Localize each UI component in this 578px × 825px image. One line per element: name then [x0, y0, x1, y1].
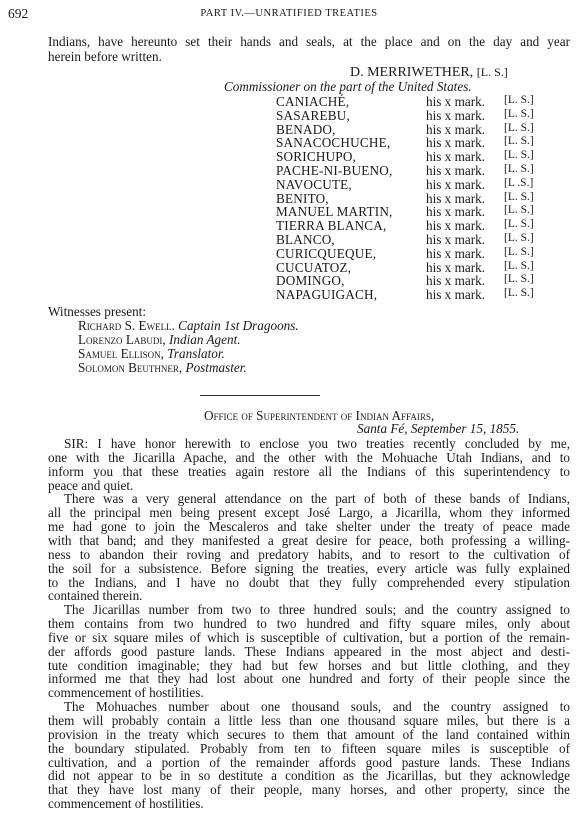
- signatory-name: BENITO,: [276, 190, 329, 206]
- signatory-seal: [L. S.]: [504, 218, 534, 231]
- signatory-name: SANACOCHUCHE,: [276, 135, 391, 151]
- signatory-mark: his x mark.: [426, 135, 485, 151]
- signatory-name: MANUEL MARTIN,: [276, 204, 393, 220]
- closing-line-2: herein before written.: [48, 49, 162, 64]
- signatory-seal: [L. S.]: [504, 149, 534, 162]
- signatory-seal: [L. S.]: [504, 121, 534, 134]
- witness-name: Lorenzo Labudi,: [78, 332, 169, 347]
- signatory-seal: [L. S.]: [504, 135, 534, 148]
- running-head: PART IV.—UNRATIFIED TREATIES: [200, 8, 378, 19]
- witness-name: Solomon Beuthner,: [78, 360, 186, 375]
- signatory-mark: his x mark.: [426, 149, 485, 165]
- signatory-mark: his x mark.: [426, 259, 485, 275]
- witness-row: [78, 360, 247, 376]
- signatory-seal: [L. S.]: [504, 94, 534, 106]
- page-number: 692: [8, 6, 29, 21]
- signatory-name: NAVOCUTE,: [276, 176, 352, 192]
- signatory-name: DOMINGO,: [276, 273, 345, 289]
- signatory-mark: his x mark.: [426, 287, 485, 303]
- commissioner-seal: [L. S.]: [476, 65, 508, 79]
- witnesses-heading: Witnesses present:: [48, 304, 146, 319]
- letter-line: The Mohuaches number about one thousand souls, and the country assigned to: [64, 699, 570, 715]
- commissioner-name: D. MERRIWETHER,: [350, 65, 474, 80]
- letter-line: five or six square miles of which is susceptible of cultivation, but a portion of the remain-: [48, 629, 570, 645]
- letter-line: all the principal men being present except José Largo, a Jicarilla, whom they informed: [48, 505, 570, 521]
- signatory-mark: his x mark.: [426, 176, 485, 192]
- letter-line: SIR: I have honor herewith to enclose you two treaties recently concluded by me,: [64, 436, 570, 451]
- letter-line: the boundary stipulated. Probably from ten to fifteen square miles is susceptible of: [48, 740, 570, 756]
- witness-role: Postmaster.: [185, 360, 247, 375]
- signatory-mark: his x mark.: [426, 232, 485, 247]
- signatory-mark: his x mark.: [426, 245, 485, 261]
- letter-line: provision in the treaty which secures to them that amount of the land contained within: [48, 726, 570, 742]
- signatory-name: PACHE-NI-BUENO,: [276, 163, 393, 178]
- letter-line: There was a very general attendance on the part of both of these bands of Indians,: [64, 491, 570, 507]
- commissioner-title: Commissioner on the part of the United States.: [224, 79, 472, 94]
- letter-line: with that band; and they manifested a great desire for peace, both professing a willing-: [48, 532, 570, 548]
- signatory-name: TIERRA BLANCA,: [276, 218, 387, 234]
- signatory-mark: his x mark.: [426, 218, 485, 234]
- letter-line: informed me that they had lost about one hundred and forty of their people since the: [48, 671, 570, 687]
- signatory-name: SASAREBU,: [276, 107, 350, 123]
- signatory-seal: [L. S.]: [504, 163, 534, 175]
- letter-line: peace and quiet.: [48, 477, 134, 493]
- letter-line: The Jicarillas number from two to three hundred souls; and the country assigned to: [64, 602, 570, 618]
- signatory-mark: his x mark.: [426, 121, 485, 137]
- signatory-seal: [L. S.]: [504, 232, 534, 244]
- signatory-seal: [L. S.]: [504, 287, 534, 300]
- letter-line: commencement of hostilities.: [48, 796, 204, 812]
- letter-line: to the Indians, and I have no doubt that they fully comprehended every stipulation: [48, 574, 570, 590]
- letter-line: tute condition imaginable; they had but few horses and but little clothing, and they: [48, 657, 570, 673]
- signatory-mark: his x mark.: [426, 190, 485, 206]
- signatory-name: CANIACHÉ,: [276, 94, 350, 109]
- letter-line: them contains from two hundred to two hundred and fifty square miles, only about: [48, 616, 570, 632]
- letter-line: contained therein.: [48, 588, 143, 604]
- signatory-mark: his x mark.: [426, 204, 485, 220]
- signatory-name: BENADO,: [276, 121, 336, 137]
- letter-line: that they have lost many of their people, many horses, and other property, since the: [48, 782, 570, 798]
- signatory-name: NAPAGUIGACH,: [276, 287, 378, 303]
- letter-line: me had gone to join the Mescaleros and take shelter under the treaty of peace made: [48, 519, 570, 535]
- witness-role: Captain 1st Dragoons.: [178, 318, 299, 333]
- letter-line: one with the Jicarilla Apache, and the other with the Mohuache Utah Indians, and to: [48, 449, 570, 465]
- signatory-name: SORICHUPO,: [276, 149, 357, 165]
- signatory-mark: his x mark.: [426, 163, 485, 178]
- letter-line: the soil for a subsistence. Before signing the treaties, every article was fully explained: [48, 560, 570, 576]
- letter-office: Office of Superintendent of Indian Affairs,: [204, 408, 435, 423]
- signatory-name: CUCUATOZ,: [276, 259, 352, 275]
- signatory-mark: his x mark.: [426, 94, 485, 109]
- signatory-seal: [L. S.]: [504, 273, 534, 286]
- section-divider: [200, 395, 320, 396]
- letter-line: commencement of hostilities.: [48, 685, 204, 701]
- letter-line: them will probably contain a little less than one thousand square miles, but there is a: [48, 713, 570, 728]
- signatory-seal: [L. S.]: [504, 107, 534, 120]
- letter-date: Santa Fé, September 15, 1855.: [357, 421, 520, 436]
- letter-line: did not appear to be in so destitute a condition as the Jicarillas, but they acknowledge: [48, 768, 570, 784]
- signatory-mark: his x mark.: [426, 273, 485, 289]
- signatory-name: BLANCO,: [276, 232, 335, 247]
- letter-line: der affords good pasture lands. These Indians appeared in the most abject and desti-: [48, 643, 570, 659]
- signatory-name: CURICQUEQUE,: [276, 245, 377, 261]
- signatory-seal: [L. S.]: [504, 204, 534, 217]
- letter-line: ness to abandon their roving and predatory habits, and to resort to the cultivation of: [48, 546, 570, 562]
- signatory-seal: [L .S.]: [504, 176, 534, 189]
- signatory-seal: [L. S.]: [504, 259, 534, 272]
- signatory-mark: his x mark.: [426, 107, 485, 123]
- signatory-seal: [L. S.]: [504, 190, 534, 203]
- letter-line: inform you that these treaties again restore all the Indians of this superintendency to: [48, 463, 570, 479]
- closing-line-1: Indians, have hereunto set their hands and seals, at the place and on the day and year: [48, 34, 570, 49]
- witness-name: Samuel Ellison,: [78, 346, 168, 361]
- witness-name: Richard S. Ewell.: [78, 318, 179, 333]
- witness-role: Translator.: [167, 346, 225, 361]
- page-header: [8, 6, 570, 22]
- letter-line: cultivation, and a portion of the remainder affords good pasture lands. These Indians: [48, 754, 570, 770]
- witness-role: Indian Agent.: [169, 332, 241, 347]
- signatory-seal: [L. S.]: [504, 245, 534, 258]
